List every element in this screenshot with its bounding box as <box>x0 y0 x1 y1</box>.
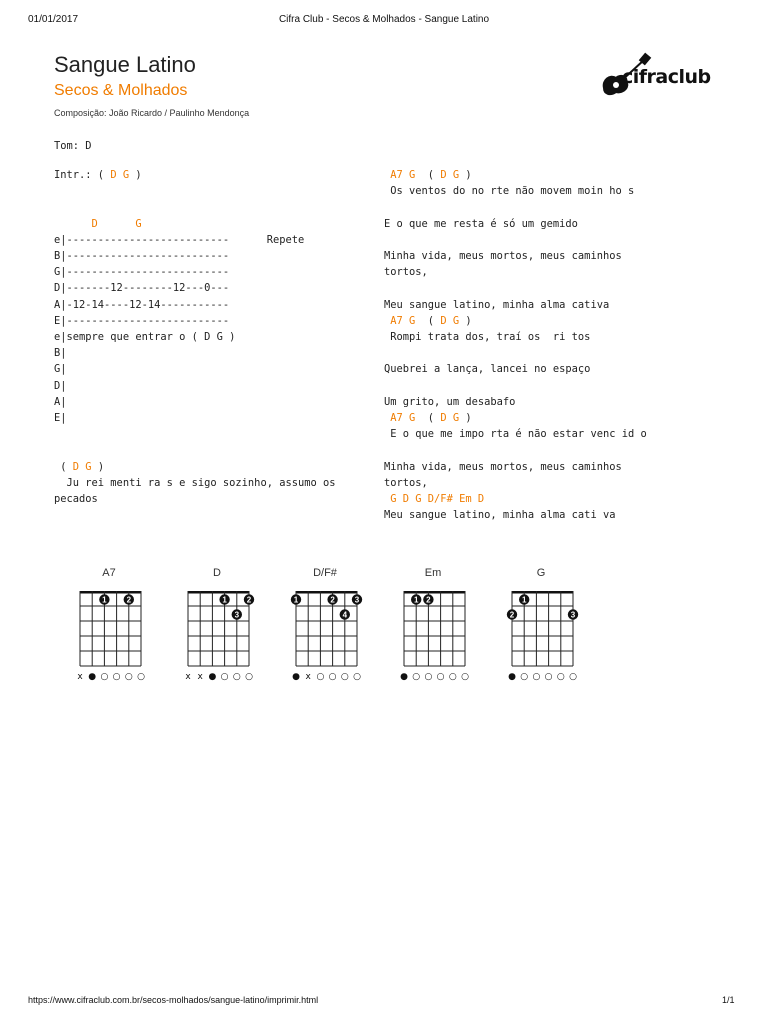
logo-text: cifraclub <box>622 66 711 88</box>
string-marker: ○ <box>220 672 229 682</box>
lyric-line <box>384 394 647 410</box>
lyric-line <box>384 491 647 507</box>
string-marker: ○ <box>137 672 145 682</box>
string-marker: ○ <box>556 672 565 682</box>
lyric-line <box>384 507 647 523</box>
cifraclub-logo <box>600 52 712 98</box>
finger-number: 1 <box>102 595 107 605</box>
lyric-line <box>384 345 647 361</box>
string-marker: ○ <box>544 672 553 682</box>
lyric-line <box>54 183 336 199</box>
lyric-text: Minha vida, meus mortos, meus caminhos <box>384 460 622 473</box>
chord-name: Em <box>424 567 442 579</box>
string-marker: ○ <box>245 672 253 682</box>
lyric-text: G| <box>54 363 67 376</box>
fretboard <box>510 583 584 683</box>
artist-name: Secos & Molhados <box>54 82 188 99</box>
lyric-text: Minha vida, meus mortos, meus caminhos <box>384 250 622 263</box>
chord-symbol[interactable]: A7 G <box>390 314 416 327</box>
lyric-line <box>384 475 647 491</box>
lyric-line <box>54 248 336 264</box>
finger-number: 2 <box>126 595 132 605</box>
lyric-line <box>384 232 647 248</box>
song-key: Tom: D <box>54 140 92 152</box>
lyric-text: Meu sangue latino, minha alma cati va <box>384 509 616 522</box>
lyric-line <box>54 199 336 215</box>
lyric-text: ) <box>91 460 105 473</box>
lyric-line <box>54 280 336 296</box>
lyric-text: tortos, <box>384 266 428 279</box>
string-marker: x <box>197 672 203 682</box>
finger-number: 2 <box>330 595 335 605</box>
lyric-text: tortos, <box>384 476 428 489</box>
page-number: 1/1 <box>722 995 735 1005</box>
lyric-text: ( <box>415 412 441 425</box>
page-url[interactable]: https://www.cifraclub.com.br/secos-molhados/sangue-latino/imprimir.html <box>28 995 319 1005</box>
lyric-text: e|-------------------------- Repete <box>54 233 305 246</box>
lyric-text: G|-------------------------- <box>54 266 230 279</box>
lyric-line <box>54 167 336 183</box>
string-marker: ○ <box>100 672 109 682</box>
lyric-line <box>384 297 647 313</box>
string-marker: ○ <box>461 672 469 682</box>
string-marker: ○ <box>340 672 349 682</box>
string-marker: ○ <box>424 672 433 682</box>
lyric-text: Intr.: ( <box>54 169 111 181</box>
string-marker: ○ <box>520 672 529 682</box>
fretboard <box>402 583 476 683</box>
chord-symbol[interactable]: D G <box>440 169 460 181</box>
chord-symbol[interactable]: A7 G <box>390 412 416 425</box>
lyric-text: ) <box>459 314 472 327</box>
string-marker: ○ <box>436 672 445 682</box>
lyric-text: B|-------------------------- <box>54 250 230 263</box>
lyric-text: Rompi trata dos, traí os ri tos <box>384 331 591 344</box>
finger-number: 3 <box>234 610 240 620</box>
lyric-text: D| <box>54 379 67 392</box>
fretboard <box>186 583 260 683</box>
lyric-line <box>384 361 647 377</box>
lyric-line <box>384 459 647 475</box>
lyric-line <box>54 394 336 410</box>
string-marker: ○ <box>112 672 121 682</box>
lyric-text: e|sempre que entrar o ( D G ) <box>54 331 236 344</box>
lyric-text: Quebrei a lança, lancei no espaço <box>384 363 591 376</box>
finger-number: 2 <box>246 595 252 605</box>
string-marker: ○ <box>232 672 241 682</box>
lyric-line <box>384 426 647 442</box>
lyric-line <box>384 167 647 183</box>
song-title: Sangue Latino <box>54 52 196 77</box>
lyric-line <box>384 378 647 394</box>
finger-number: 1 <box>413 595 419 605</box>
lyric-text: E|-------------------------- <box>54 314 230 327</box>
lyric-text: ) <box>129 169 142 181</box>
finger-number: 3 <box>354 595 360 605</box>
print-date: 01/01/2017 <box>28 14 79 25</box>
lyric-line <box>54 426 336 442</box>
chord-symbol[interactable]: D G <box>110 169 130 181</box>
lyric-text <box>54 218 92 230</box>
left-column-lyrics <box>54 167 336 507</box>
lyric-text: Os ventos do no rte não movem moin ho s <box>384 185 635 198</box>
lyric-line <box>54 410 336 426</box>
chord-name: D <box>213 567 221 579</box>
string-marker: x <box>305 672 311 682</box>
lyric-line <box>54 475 336 491</box>
chord-symbol[interactable]: D <box>91 217 98 230</box>
finger-number: 1 <box>293 595 299 605</box>
composition-credit: Composição: João Ricardo / Paulinho Mendonça <box>54 108 250 118</box>
finger-number: 4 <box>342 610 348 620</box>
lyric-text: D|-------12--------12---0--- <box>54 282 230 295</box>
string-marker: ○ <box>412 672 421 682</box>
string-marker: ○ <box>569 672 577 682</box>
lyric-text: Um grito, um desabafo <box>384 395 516 408</box>
string-marker: ○ <box>353 672 361 682</box>
lyric-text: B| <box>54 347 67 360</box>
lyric-line <box>54 459 336 475</box>
string-marker: ○ <box>448 672 457 682</box>
string-marker: ○ <box>328 672 337 682</box>
lyric-text: E| <box>54 412 67 425</box>
lyric-line <box>384 313 647 329</box>
finger-number: 2 <box>426 595 431 605</box>
lyric-line <box>54 313 336 329</box>
chord-symbol[interactable]: D G <box>440 412 460 425</box>
lyric-text <box>98 218 136 230</box>
string-marker: ○ <box>124 672 133 682</box>
fretboard <box>294 583 368 683</box>
lyric-text: pecados <box>54 493 98 506</box>
lyric-line <box>54 361 336 377</box>
string-marker: ● <box>400 672 408 682</box>
lyric-text: E o que me resta é só um gemido <box>384 217 578 230</box>
lyric-line <box>54 264 336 280</box>
chord-name: A7 <box>102 567 116 579</box>
chord-name: D/F# <box>313 567 337 579</box>
lyric-line <box>384 199 647 215</box>
finger-number: 1 <box>222 595 227 605</box>
lyric-line <box>54 232 336 248</box>
string-marker: ○ <box>316 672 325 682</box>
chord-symbol[interactable]: G D G D/F# Em D <box>390 493 485 506</box>
lyric-text: A|-12-14----12-14----------- <box>54 298 230 311</box>
lyric-line <box>54 329 336 345</box>
lyric-line <box>384 442 647 458</box>
lyric-text: ) <box>459 412 472 425</box>
string-marker: ● <box>508 672 516 682</box>
lyric-line <box>54 442 336 458</box>
chord-symbol[interactable]: A7 G <box>390 169 416 181</box>
lyric-text: ( <box>415 314 441 327</box>
finger-number: 2 <box>509 610 515 620</box>
lyric-text: E o que me impo rta é não estar venc id o <box>384 428 647 441</box>
lyric-line <box>384 216 647 232</box>
lyric-line <box>54 491 336 507</box>
string-marker: ○ <box>532 672 541 682</box>
lyric-line <box>54 345 336 361</box>
chord-symbol[interactable]: G <box>135 217 142 230</box>
lyric-line <box>54 378 336 394</box>
lyric-line <box>54 216 336 232</box>
string-marker: ● <box>88 672 97 682</box>
chord-symbol[interactable]: D G <box>440 314 460 327</box>
string-marker: ● <box>292 672 300 682</box>
lyric-text: ) <box>459 169 472 181</box>
fretboard <box>78 583 152 683</box>
string-marker: ● <box>208 672 217 682</box>
print-doc-title: Cifra Club - Secos & Molhados - Sangue Latino <box>278 14 490 25</box>
lyric-text: Ju rei menti ra s e sigo sozinho, assumo os <box>54 476 336 489</box>
string-marker: x <box>185 672 191 682</box>
lyric-line <box>384 248 647 264</box>
chord-name: G <box>536 567 546 579</box>
lyric-text: ( <box>415 169 441 181</box>
finger-number: 3 <box>570 610 576 620</box>
lyric-text: ( <box>54 460 73 473</box>
lyric-line <box>384 329 647 345</box>
right-column-lyrics <box>384 167 647 523</box>
lyric-text: Meu sangue latino, minha alma cativa <box>384 298 610 311</box>
lyric-line <box>384 264 647 280</box>
lyric-line <box>384 183 647 199</box>
lyric-line <box>384 410 647 426</box>
lyric-line <box>384 280 647 296</box>
finger-number: 1 <box>521 595 527 605</box>
string-marker: x <box>77 672 83 682</box>
chord-symbol[interactable]: D G <box>72 460 92 473</box>
lyric-text: A| <box>54 395 67 408</box>
lyric-line <box>54 297 336 313</box>
